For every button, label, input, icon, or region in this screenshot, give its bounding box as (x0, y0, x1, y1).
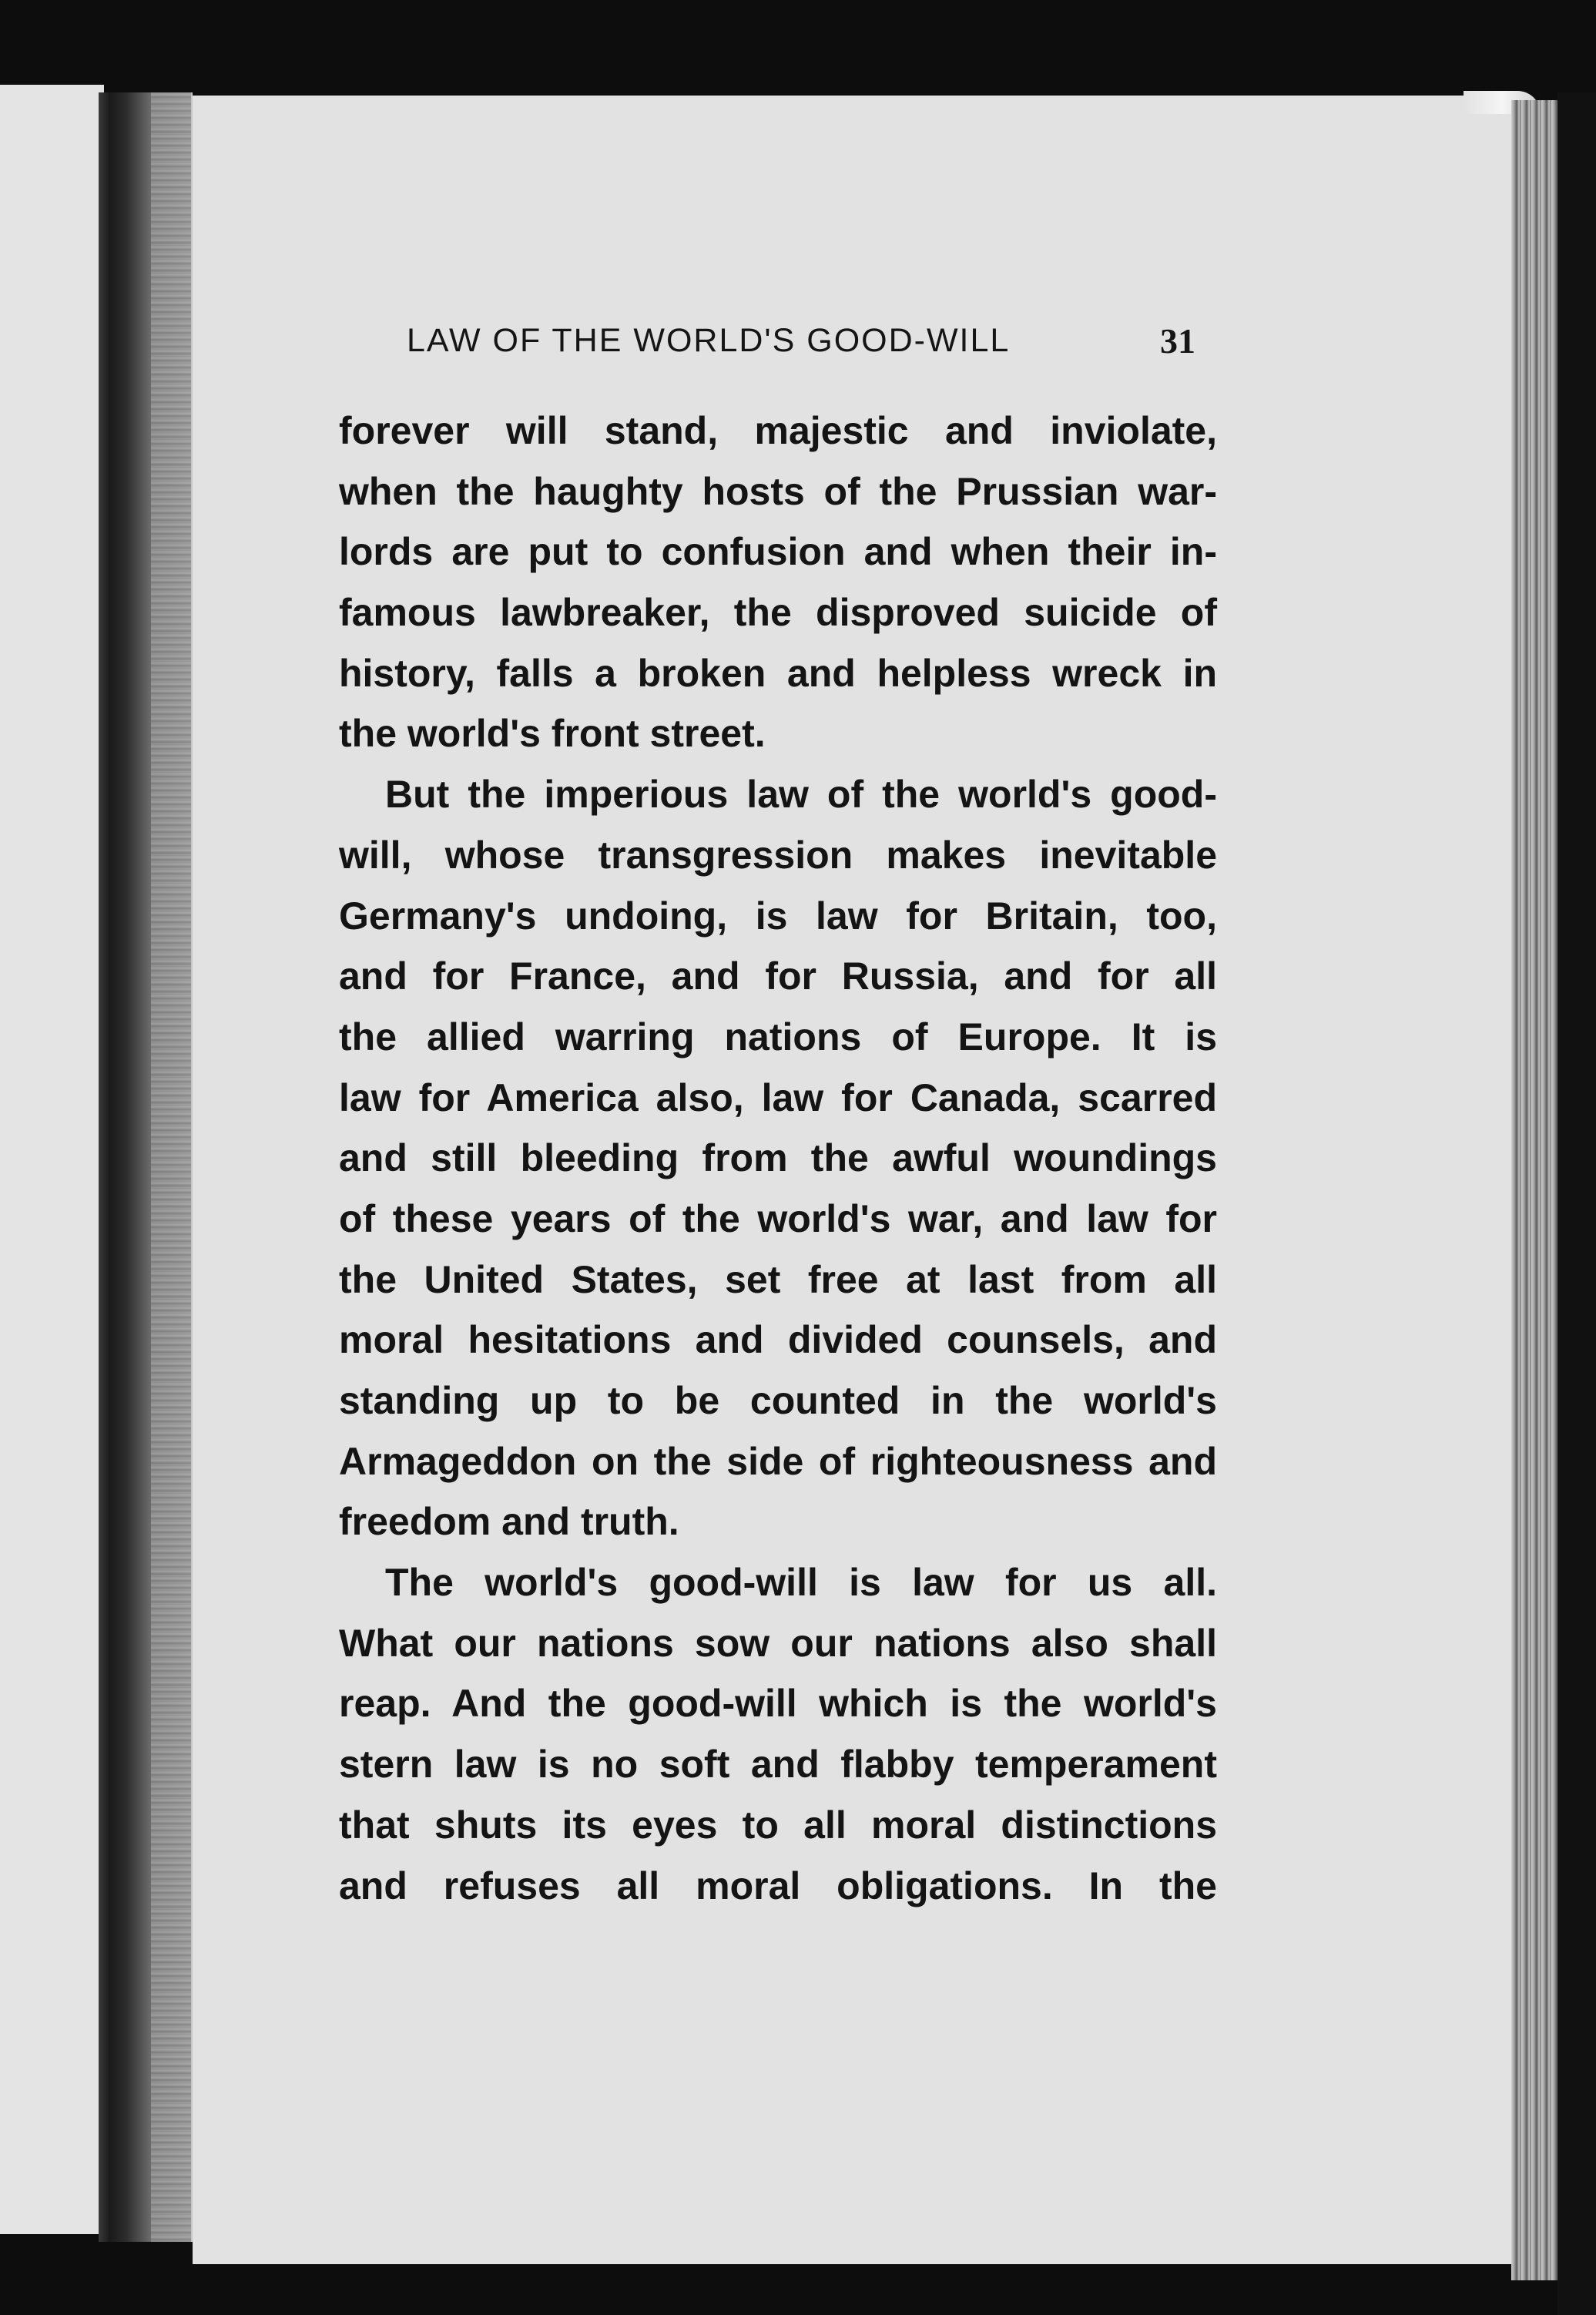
text-line: standing up to be counted in the world's (339, 1379, 1217, 1422)
running-head: LAW OF THE WORLD'S GOOD-WILL (407, 322, 1011, 359)
text-line: The world's good-will is law for us all. (385, 1561, 1217, 1605)
text-line: moral hesitations and divided counsels, and (339, 1318, 1217, 1362)
text-line: Germany's undoing, is law for Britain, too, (339, 894, 1217, 938)
text-line: and for France, and for Russia, and for all (339, 955, 1217, 998)
page-number: 31 (1160, 321, 1195, 361)
text-line: Armageddon on the side of righteousness and (339, 1439, 1217, 1483)
text-line: But the imperious law of the world's good- (385, 773, 1217, 817)
page-stack-edge (1511, 100, 1557, 2280)
text-line: the allied warring nations of Europe. It is (339, 1015, 1217, 1059)
body-text (339, 401, 1217, 1916)
text-line: famous lawbreaker, the disproved suicide of (339, 591, 1217, 635)
gutter-texture (151, 92, 191, 2242)
text-line: and still bleeding from the awful woundings (339, 1136, 1217, 1180)
scan-border (1557, 92, 1596, 2315)
text-line: of these years of the world's war, and law for (339, 1196, 1217, 1240)
text-line: when the haughty hosts of the Prussian war- (339, 469, 1217, 513)
text-line: law for America also, law for Canada, scarred (339, 1075, 1217, 1119)
text-line: history, falls a broken and helpless wreck in (339, 651, 1217, 695)
text-line: the world's front street. (339, 712, 766, 756)
text-line: will, whose transgression makes inevitable (339, 833, 1217, 877)
text-line: the United States, set free at last from all (339, 1257, 1217, 1301)
text-line: stern law is no soft and flabby temperament (339, 1743, 1217, 1787)
text-line: and refuses all moral obligations. In the (339, 1864, 1217, 1907)
text-line: that shuts its eyes to all moral distinctions (339, 1803, 1217, 1847)
text-line: forever will stand, majestic and inviolate, (339, 409, 1217, 452)
text-line: lords are put to confusion and when their in- (339, 530, 1217, 574)
adjacent-page-edge (0, 85, 104, 2234)
text-line: freedom and truth. (339, 1500, 679, 1544)
text-line: What our nations sow our nations also shall (339, 1621, 1217, 1665)
text-line: reap. And the good-will which is the world's (339, 1682, 1217, 1726)
